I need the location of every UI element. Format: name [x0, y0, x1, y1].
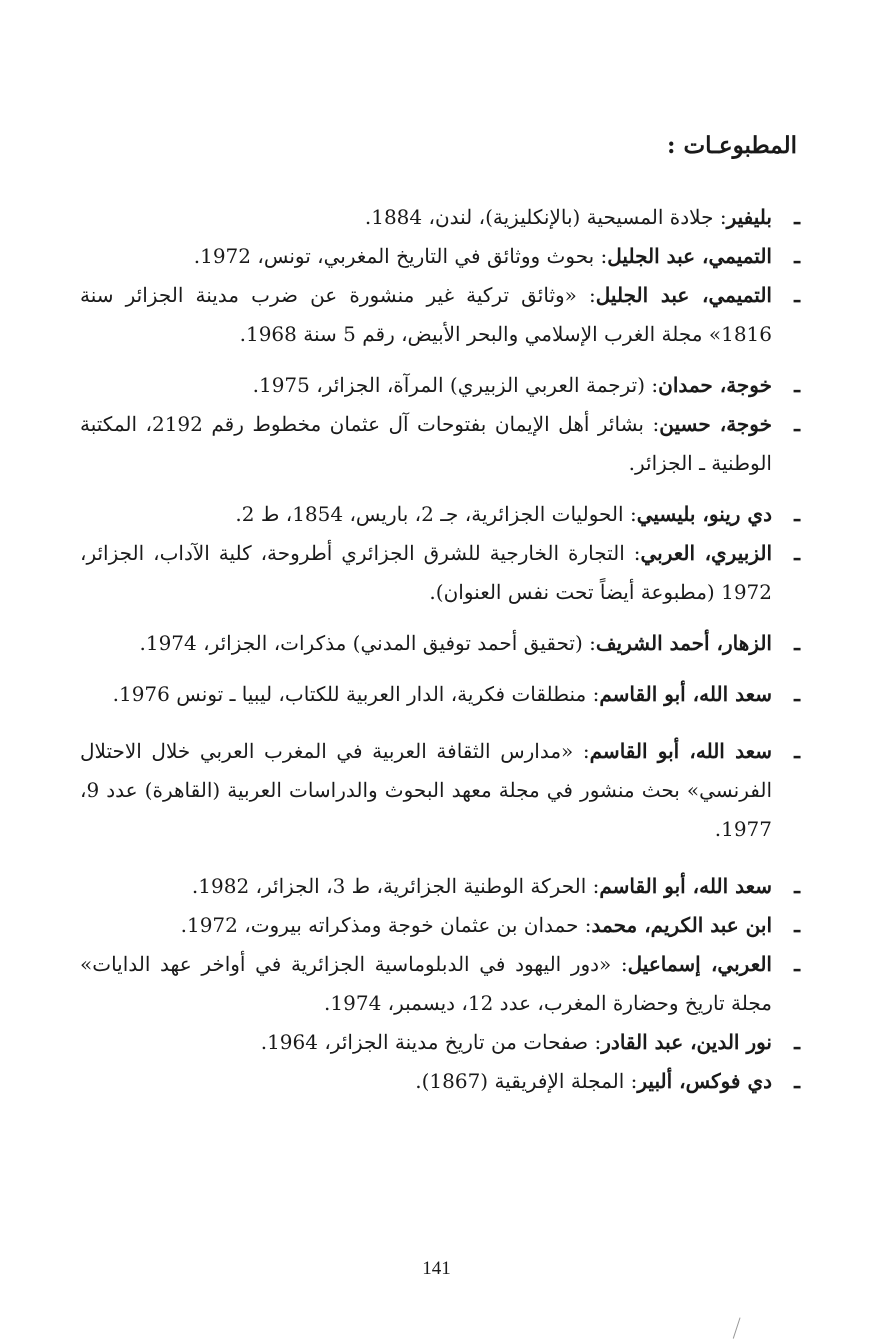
entry-author: التميمي، عبد الجليل — [595, 283, 772, 307]
bibliography-entry — [80, 945, 800, 1023]
entry-dash: ـ — [794, 631, 800, 655]
entry-author: دي فوكس، ألبير — [637, 1069, 772, 1093]
entry-author: ابن عبد الكريم، محمد — [591, 913, 772, 937]
entry-dash: ـ — [794, 541, 800, 565]
entry-author: سعد الله، أبو القاسم — [599, 874, 772, 898]
entry-dash: ـ — [794, 502, 800, 526]
entry-author: سعد الله، أبو القاسم — [599, 682, 772, 706]
entry-text: : «وثائق تركية غير منشورة عن ضرب مدينة الجزائر سنة 1816» مجلة الغرب الإسلامي والبحر الأبيض، رقم 5 سنة 1968. — [80, 283, 772, 346]
entry-dash: ـ — [794, 739, 800, 763]
entry-text: : المجلة الإفريقية (1867). — [415, 1069, 638, 1093]
bibliography-entry — [80, 906, 800, 945]
stray-pen-mark — [733, 1317, 746, 1340]
entry-author: خوجة، حمدان — [658, 373, 772, 397]
entry-text: : منطلقات فكرية، الدار العربية للكتاب، ليبيا ـ تونس 1976. — [112, 682, 600, 706]
bibliography-entry — [80, 867, 800, 906]
entry-text: : حمدان بن عثمان خوجة ومذكراته بيروت، 1972. — [180, 913, 592, 937]
bibliography-entry — [80, 366, 800, 405]
entry-text: : صفحات من تاريخ مدينة الجزائر، 1964. — [260, 1030, 602, 1054]
entry-author: بليفير — [726, 205, 772, 229]
entry-dash: ـ — [794, 913, 800, 937]
entry-text: : بشائر أهل الإيمان بفتوحات آل عثمان مخطوط رقم 2192، المكتبة الوطنية ـ الجزائر. — [80, 412, 772, 475]
entry-text: : «مدارس الثقافة العربية في المغرب العربي خلال الاحتلال الفرنسي» بحث منشور في مجلة معهد البحوث والدراسات العربية (القاهرة) عدد 9، 1977. — [80, 739, 772, 841]
entry-author: الزبيري، العربي — [640, 541, 773, 565]
page-number: 141 — [422, 1258, 451, 1279]
bibliography-list — [80, 198, 800, 1101]
entry-dash: ـ — [794, 682, 800, 706]
entry-text: : جلادة المسيحية (بالإنكليزية)، لندن، 1884. — [364, 205, 727, 229]
section-title: المطبوعـات : — [666, 132, 797, 159]
bibliography-entry — [80, 675, 800, 714]
entry-author: خوجة، حسين — [659, 412, 772, 436]
entry-author: سعد الله، أبو القاسم — [589, 739, 772, 763]
bibliography-entry — [80, 276, 800, 354]
bibliography-entry — [80, 198, 800, 237]
bibliography-entry — [80, 534, 800, 612]
entry-dash: ـ — [794, 283, 800, 307]
entry-dash: ـ — [794, 1030, 800, 1054]
bibliography-entry — [80, 495, 800, 534]
entry-author: التميمي، عبد الجليل — [607, 244, 772, 268]
bibliography-entry — [80, 237, 800, 276]
entry-dash: ـ — [794, 874, 800, 898]
entry-text: : التجارة الخارجية للشرق الجزائري أطروحة، كلية الآداب، الجزائر، 1972 (مطبوعة أيضاً تحت نفس العنوان). — [80, 541, 772, 604]
entry-dash: ـ — [794, 952, 800, 976]
bibliography-entry — [80, 624, 800, 663]
entry-text: : «دور اليهود في الدبلوماسية الجزائرية في أواخر عهد الدايات» مجلة تاريخ وحضارة المغرب، عدد 12، ديسمبر، 1974. — [80, 952, 772, 1015]
bibliography-entry — [80, 1062, 800, 1101]
entry-dash: ـ — [794, 244, 800, 268]
bibliography-entry — [80, 405, 800, 483]
entry-text: : الحوليات الجزائرية، جـ 2، باريس، 1854، ط 2. — [235, 502, 637, 526]
entry-text: : (تحقيق أحمد توفيق المدني) مذكرات، الجزائر، 1974. — [139, 631, 596, 655]
entry-author: العربي، إسماعيل — [627, 952, 772, 976]
entry-dash: ـ — [794, 205, 800, 229]
entry-text: : الحركة الوطنية الجزائرية، ط 3، الجزائر، 1982. — [191, 874, 600, 898]
bibliography-entry — [80, 1023, 800, 1062]
bibliography-entry — [80, 732, 800, 849]
entry-text: : (ترجمة العربي الزبيري) المرآة، الجزائر، 1975. — [252, 373, 659, 397]
entry-dash: ـ — [794, 1069, 800, 1093]
entry-text: : بحوث ووثائق في التاريخ المغربي، تونس، 1972. — [193, 244, 608, 268]
entry-dash: ـ — [794, 412, 800, 436]
entry-dash: ـ — [794, 373, 800, 397]
entry-author: الزهار، أحمد الشريف — [595, 631, 772, 655]
entry-author: نور الدين، عبد القادر — [601, 1030, 772, 1054]
entry-author: دي رينو، بليسيي — [636, 502, 772, 526]
